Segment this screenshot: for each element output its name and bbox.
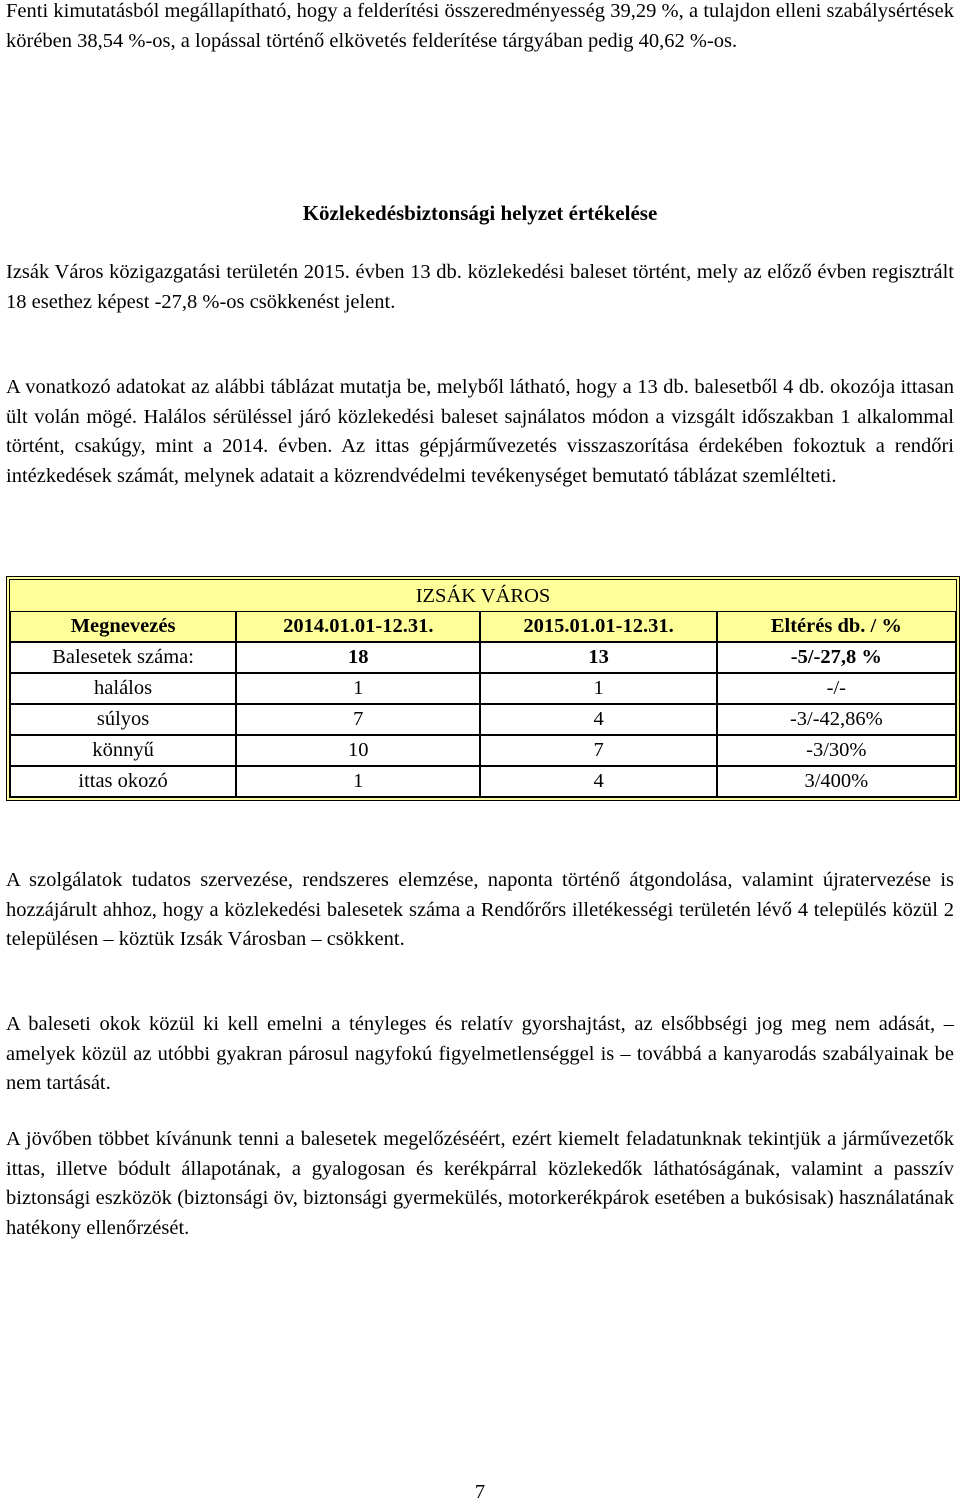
section-title: Közlekedésbiztonsági helyzet értékelése	[302, 201, 658, 225]
header-cell: 2014.01.01-12.31.	[236, 611, 480, 642]
page-number: 7	[474, 1481, 486, 1503]
table-cell: 7	[480, 735, 716, 766]
table-row	[10, 704, 956, 735]
table-cell: 3/400%	[717, 766, 956, 797]
table-caption: IZSÁK VÁROS	[10, 580, 956, 611]
table-cell: könnyű	[10, 735, 236, 766]
table-cell: 18	[236, 642, 480, 673]
intro-paragraph: Fenti kimutatásból megállapítható, hogy a felderítési összeredményesség 39,29 %, a tulajdon elleni szabálysértések körében 38,54 %-os, a lopással történő elkövetés felderítése tárgyában pedig 40,62 %-os.	[6, 0, 954, 52]
paragraph-accidents-summary: Izsák Város közigazgatási területén 2015. évben 13 db. közlekedési baleset történt, mely az előző évben regisztrált 18 esethez képest -27,8 %-os csökkenést jelent.	[6, 261, 954, 313]
paragraph-accident-causes: A baleseti okok közül ki kell emelni a tényleges és relatív gyorshajtást, az elsőbbségi jog meg nem adását, – amelyek közül az utóbbi gyakran párosul nagyfokú figyelmetlenséggel is – továbbá a kanyarodás szabályainak be nem tartását.	[6, 1013, 954, 1094]
table-cell: 1	[236, 766, 480, 797]
table-caption-row	[10, 580, 956, 611]
paragraph-table-intro: A vonatkozó adatokat az alábbi táblázat mutatja be, melyből látható, hogy a 13 db. balesetből 4 db. okozója ittasan ült volán mögé. Halálos sérüléssel járó közlekedési baleset sajnálatos módon a vizsgált időszakban 1 alkalommal történt, csakúgy, mint a 2014. évben. Az ittas gépjárművezetés visszaszorítása érdekében fokoztuk a rendőri intézkedések számát, melynek adatait a közrendvédelmi tevékenységet bemutató táblázat szemlélteti.	[6, 376, 954, 487]
table-row	[10, 673, 956, 704]
table-cell: 1	[480, 673, 716, 704]
table-row	[10, 642, 956, 673]
table-row	[10, 735, 956, 766]
table-cell: súlyos	[10, 704, 236, 735]
table-cell: 4	[480, 704, 716, 735]
paragraph-prevention: A jövőben többet kívánunk tenni a balesetek megelőzéséért, ezért kiemelt feladatunknak tekintjük a járművezetők ittas, illetve bódult állapotának, a gyalogosan és kerékpárral közlekedők láthatóságának, valamint a passzív biztonsági eszközök (biztonsági öv, biztonsági gyermekülés, motorkerékpárok esetében a bukósisak) használatának hatékony ellenőrzését.	[6, 1128, 954, 1239]
table-cell: 7	[236, 704, 480, 735]
table-cell: -3/-42,86%	[717, 704, 956, 735]
paragraph-organization: A szolgálatok tudatos szervezése, rendszeres elemzése, naponta történő átgondolása, valamint újratervezése is hozzájárult ahhoz, hogy a közlekedési balesetek száma a Rendőrőrs illetékességi területén lévő 4 település közül 2 településen – köztük Izsák Városban – csökkent.	[6, 869, 954, 950]
table-cell: 13	[480, 642, 716, 673]
header-cell: Eltérés db. / %	[717, 611, 956, 642]
table-cell: Balesetek száma:	[10, 642, 236, 673]
accident-statistics-table	[6, 576, 960, 801]
table-header-row	[10, 611, 956, 642]
table-cell: -3/30%	[717, 735, 956, 766]
table-cell: 10	[236, 735, 480, 766]
table-cell: -/-	[717, 673, 956, 704]
table-cell: ittas okozó	[10, 766, 236, 797]
header-cell: 2015.01.01-12.31.	[480, 611, 716, 642]
table-cell: -5/-27,8 %	[717, 642, 956, 673]
table-row	[10, 766, 956, 797]
table-cell: halálos	[10, 673, 236, 704]
table-cell: 4	[480, 766, 716, 797]
table-cell: 1	[236, 673, 480, 704]
header-cell: Megnevezés	[10, 611, 236, 642]
